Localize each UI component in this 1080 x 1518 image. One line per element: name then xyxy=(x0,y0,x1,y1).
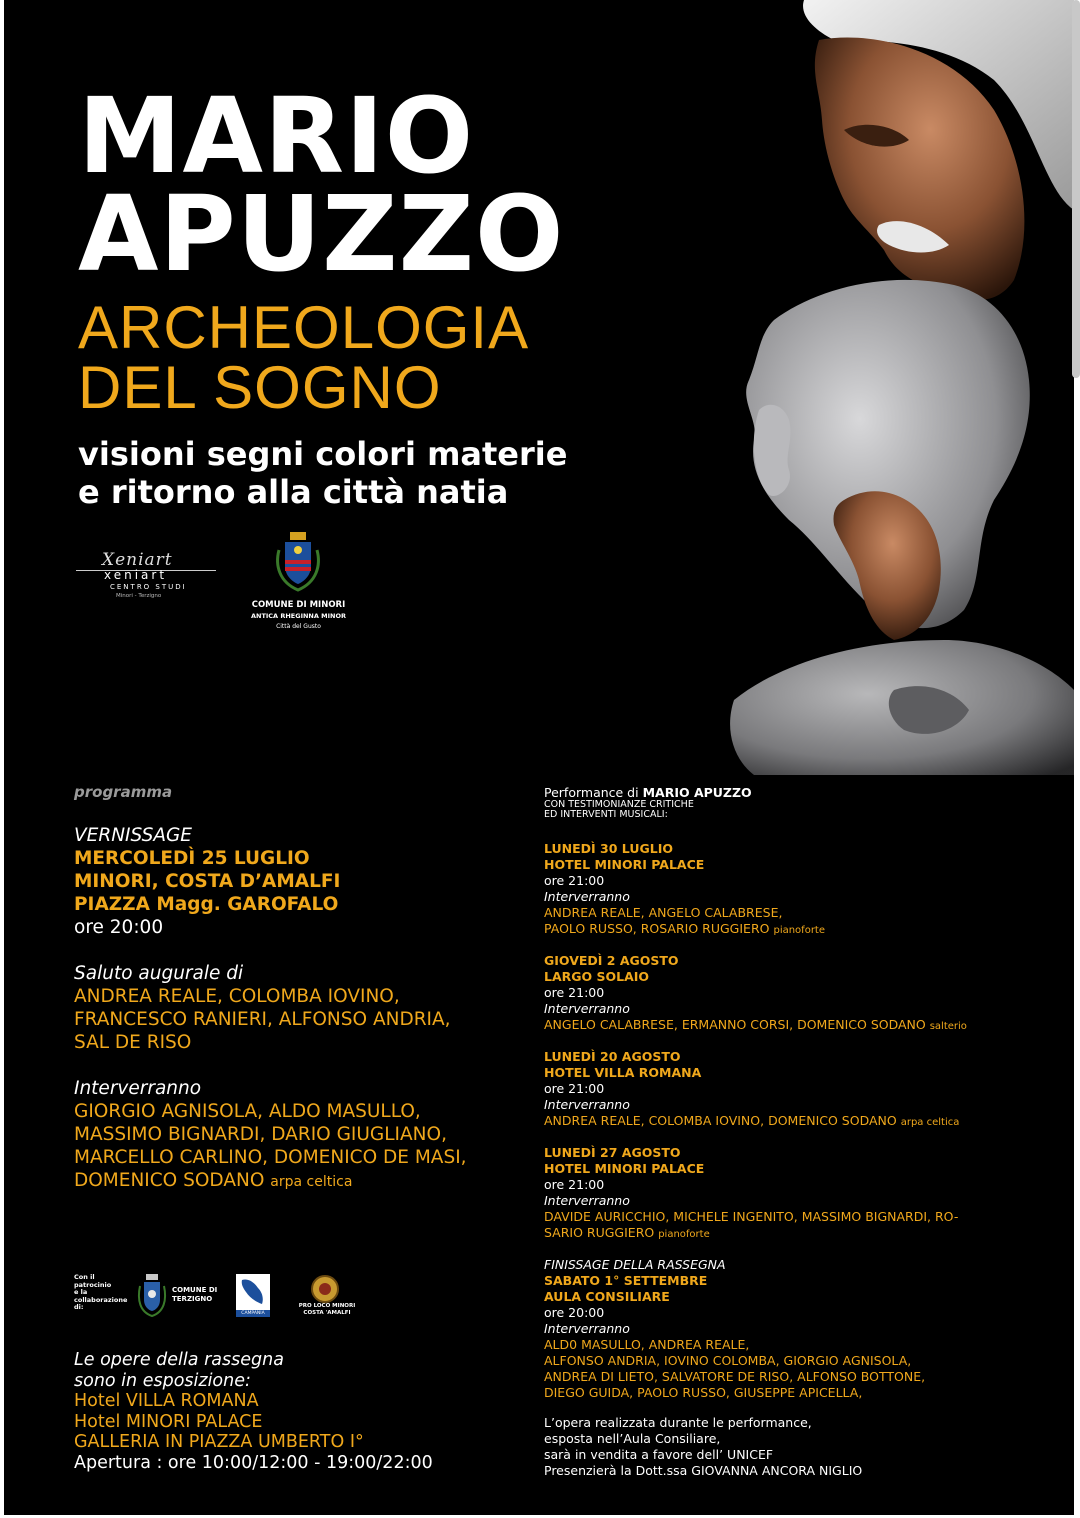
artist-last-name: APUZZO xyxy=(78,173,565,295)
artist-photo xyxy=(694,0,1074,775)
performance-artist: MARIO APUZZO xyxy=(642,785,752,800)
exhibition-title-line1: ARCHEOLOGIA xyxy=(78,294,530,361)
event-time: ore 21:00 xyxy=(544,1081,605,1096)
interventions-names-line: MASSIMO BIGNARDI, DARIO GIUGLIANO, xyxy=(74,1124,447,1145)
finissage-date: SABATO 1° SETTEMBRE xyxy=(544,1273,708,1288)
exhibit-intro2: sono in esposizione: xyxy=(74,1370,251,1391)
saluto-names-line: SAL DE RISO xyxy=(74,1032,192,1053)
vernissage-date: MERCOLEDÌ 25 LUGLIO xyxy=(74,848,310,869)
interventions-names-line: DOMENICO SODANO xyxy=(74,1170,265,1191)
event-names: ANGELO CALABRESE, ERMANNO CORSI, DOMENICO SODANO xyxy=(544,1017,926,1032)
terzigno-name: COMUNE DI TERZIGNO xyxy=(172,1286,218,1303)
xeniart-subtitle: CENTRO STUDI xyxy=(110,583,187,591)
event-date: LUNEDÌ 20 AGOSTO xyxy=(544,1049,681,1064)
artist-first-name: MARIO xyxy=(78,75,475,197)
finissage-label: FINISSAGE DELLA RASSEGNA xyxy=(544,1257,726,1272)
regione-campania-label: REGIONE CAMPANIA xyxy=(241,1306,265,1316)
event-names: ANDREA REALE, COLOMBA IOVINO, DOMENICO SODANO xyxy=(544,1113,897,1128)
programma-label: programma xyxy=(74,783,173,801)
interventions-label: Interverranno xyxy=(74,1078,202,1099)
proloco-label: PRO LOCO MINORI COSTA 'AMALFI xyxy=(298,1303,356,1316)
patronage-label: Con il patrocinio e la collaborazione di: xyxy=(74,1273,128,1311)
right-program-column xyxy=(544,786,1049,1479)
event-block xyxy=(544,1049,1049,1131)
event-names: PAOLO RUSSO, ROSARIO RUGGIERO xyxy=(544,921,770,936)
finissage-names: DIEGO GUIDA, PAOLO RUSSO, GIUSEPPE APICELLA, xyxy=(544,1385,863,1400)
saluto-names-line: FRANCESCO RANIERI, ALFONSO ANDRIA, xyxy=(74,1009,451,1030)
event-place: HOTEL VILLA ROMANA xyxy=(544,1065,702,1080)
event-label: Interverranno xyxy=(544,1097,630,1112)
event-label: Interverranno xyxy=(544,889,630,904)
event-time: ore 21:00 xyxy=(544,873,605,888)
exhibit-venue: Hotel VILLA ROMANA xyxy=(74,1391,259,1411)
instrument-note: pianoforte xyxy=(773,925,826,936)
scrollbar-thumb[interactable] xyxy=(1072,0,1080,378)
performance-sub: ED INTERVENTI MUSICALI: xyxy=(544,809,668,820)
left-program-column xyxy=(74,824,534,1194)
event-names: DAVIDE AURICCHIO, MICHELE INGENITO, MASSIMO BIGNARDI, RO- xyxy=(544,1209,959,1224)
proloco-crest-icon xyxy=(310,1274,340,1304)
exhibit-venue: GALLERIA IN PIAZZA UMBERTO I° xyxy=(74,1432,364,1452)
event-place: HOTEL MINORI PALACE xyxy=(544,1161,705,1176)
exhibition-info xyxy=(74,1350,534,1473)
xeniart-logo xyxy=(76,550,221,605)
performance-sub: CON TESTIMONIANZE CRITICHE xyxy=(544,799,694,810)
event-date: GIOVEDÌ 2 AGOSTO xyxy=(544,953,679,968)
event-names: SARIO RUGGIERO xyxy=(544,1225,655,1240)
exhibit-intro1: Le opere della rassegna xyxy=(74,1350,284,1370)
performance-header: Performance di MARIO APUZZO CON TESTIMONIANZE CRITICHE ED INTERVENTI MUSICALI: xyxy=(544,786,1049,820)
terzigno-crest-icon xyxy=(136,1272,168,1318)
vernissage-time: ore 20:00 xyxy=(74,917,164,938)
poster xyxy=(4,0,1074,1515)
instrument-note: arpa celtica xyxy=(900,1117,960,1128)
interventions-names-line: MARCELLO CARLINO, DOMENICO DE MASI, xyxy=(74,1147,467,1168)
tagline-line1: visioni segni colori materie xyxy=(78,435,568,473)
event-date: LUNEDÌ 30 LUGLIO xyxy=(544,841,673,856)
vernissage-place1: MINORI, COSTA D’AMALFI xyxy=(74,871,341,892)
finissage-names: ALFONSO ANDRIA, IOVINO COLOMBA, GIORGIO AGNISOLA, xyxy=(544,1353,912,1368)
unicef-note: L’opera realizzata durante le performance, esposta nell’Aula Consiliare, sarà in vendita a favore dell’ UNICEF Presenzierà la Dott.ssa GIOVANNA ANCORA NIGLIO xyxy=(544,1415,863,1478)
instrument-note: pianoforte xyxy=(658,1229,710,1240)
event-time: ore 21:00 xyxy=(544,1177,605,1192)
event-names: ANDREA REALE, ANGELO CALABRESE, xyxy=(544,905,783,920)
finissage-names: ALD0 MASULLO, ANDREA REALE, xyxy=(544,1337,750,1352)
interventions-names-line: GIORGIO AGNISOLA, ALDO MASULLO, xyxy=(74,1101,421,1122)
minori-logo xyxy=(236,530,361,650)
event-block xyxy=(544,841,1049,939)
finissage-block xyxy=(544,1257,1049,1401)
instrument-note: salterio xyxy=(929,1021,967,1032)
event-date: LUNEDÌ 27 AGOSTO xyxy=(544,1145,681,1160)
minori-line3: Città del Gusto xyxy=(276,623,321,630)
instrument-note: arpa celtica xyxy=(270,1174,353,1190)
patronage-strip xyxy=(74,1272,364,1322)
event-block xyxy=(544,953,1049,1035)
saluto-label: Saluto augurale di xyxy=(74,963,244,984)
event-block xyxy=(544,1145,1049,1243)
event-place: HOTEL MINORI PALACE xyxy=(544,857,705,872)
finissage-time: ore 20:00 xyxy=(544,1305,605,1320)
exhibit-hours: Apertura : ore 10:00/12:00 - 19:00/22:00 xyxy=(74,1452,433,1473)
event-place: LARGO SOLAIO xyxy=(544,969,650,984)
vernissage-label: VERNISSAGE xyxy=(74,825,193,846)
xeniart-place: Minori - Terzigno xyxy=(116,593,162,599)
xeniart-name: xeniart xyxy=(104,568,168,582)
minori-line1: COMUNE DI MINORI xyxy=(251,600,346,610)
exhibit-venue: Hotel MINORI PALACE xyxy=(74,1411,263,1432)
xeniart-signature: Xeniart xyxy=(102,550,173,570)
tagline-line2: e ritorno alla città natia xyxy=(78,473,509,511)
minori-crest-icon xyxy=(273,530,323,592)
finissage-place: AULA CONSILIARE xyxy=(544,1289,670,1304)
minori-line2: ANTICA RHEGINNA MINOR xyxy=(250,612,347,620)
saluto-names-line: ANDREA REALE, COLOMBA IOVINO, xyxy=(74,986,400,1007)
event-time: ore 21:00 xyxy=(544,985,605,1000)
exhibition-title-line2: DEL SOGNO xyxy=(78,354,442,421)
finissage-names: ANDREA DI LIETO, SALVATORE DE RISO, ALFONSO BOTTONE, xyxy=(544,1369,926,1384)
event-label: Interverranno xyxy=(544,1001,630,1016)
event-label: Interverranno xyxy=(544,1193,630,1208)
vernissage-place2: PIAZZA Magg. GAROFALO xyxy=(74,894,339,915)
finissage-interv-label: Interverranno xyxy=(544,1321,630,1336)
